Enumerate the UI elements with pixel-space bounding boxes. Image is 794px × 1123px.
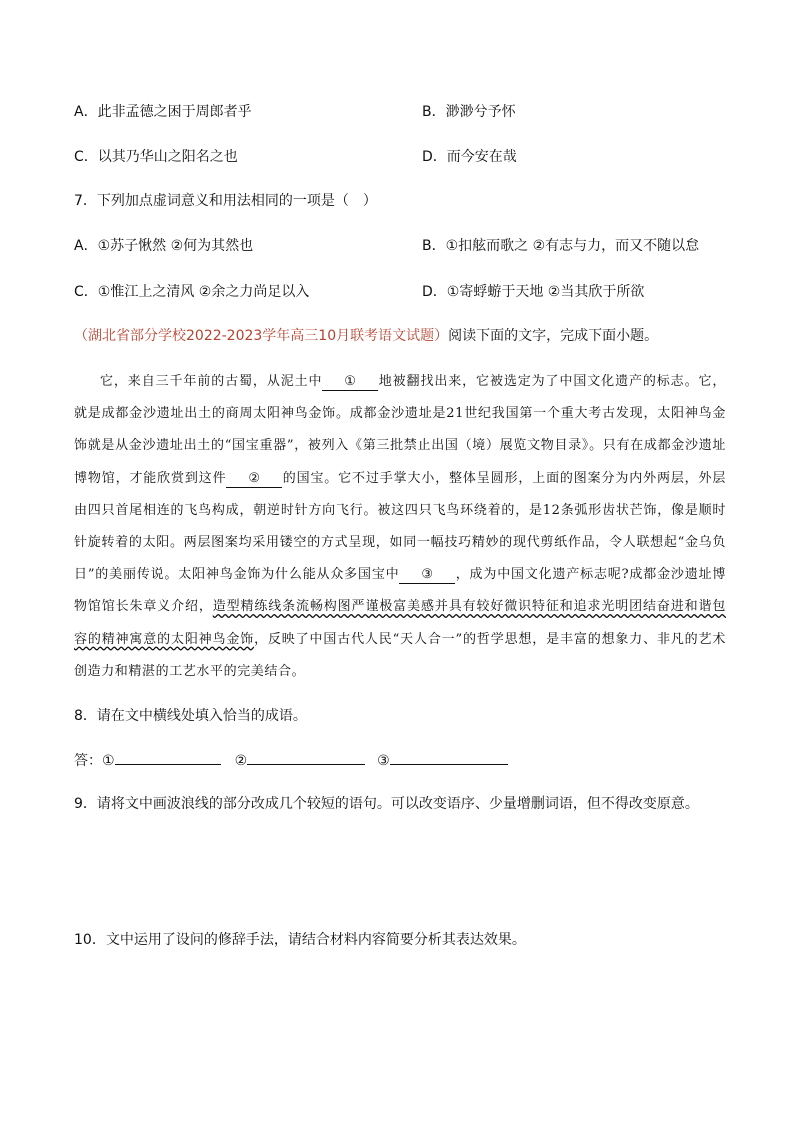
q6-option-b[interactable]: B．渺渺兮予怀 [422,104,516,120]
passage-text-2: 地被翻找出来，它被选定为了中国文化遗产的标志。它，就是成都金沙遗址出土的商周太阳神鸟金饰。成都金沙遗址是21世纪我国第一个重大考古发现，太阳神鸟金饰就是从金沙遗址出土的“国宝重器”，被列入《第三批禁止出国（境）展览文物目录》。只有在成都金沙遗址博物馆，才能欣赏到这件 [74,374,726,486]
q8-answer-row [74,750,508,771]
answer-label: 答： [74,753,102,769]
q10-stem: 10．文中运用了设问的修辞手法，请结合材料内容简要分析其表达效果。 [74,932,526,948]
q8-stem: 8．请在文中横线处填入恰当的成语。 [74,708,307,724]
answer-blank-3[interactable] [390,750,508,765]
passage-blank-3[interactable]: ③ [399,567,455,584]
answer-mark-3: ③ [377,753,390,769]
passage-text-3: 的国宝。它不过手掌大小，整体呈圆形，上面的图案分为内外两层，外层由四只首尾相连的飞鸟构成，朝逆时针方向飞行。被这四只飞鸟环绕着的，是12条弧形齿状芒饰，像是顺时针旋转着的太阳。两层图案均采用镂空的方式呈现，如同一幅技巧精妙的现代剪纸作品，令人联想起“金乌负日”的美丽传说。太阳神鸟金饰为什么能从众多国宝中 [74,470,726,583]
passage-instruction: 阅读下面的文字，完成下面小题。 [448,328,659,344]
q6-option-row-1 [74,102,516,122]
q7-option-c[interactable]: C．①惟江上之清风 ②余之力尚足以入 [74,284,310,300]
q6-option-c[interactable]: C．以其乃华山之阳名之也 [74,149,238,165]
q7-option-d[interactable]: D．①寄蜉蝣于天地 ②当其欣于所欲 [422,284,645,300]
passage-text-1: 它，来自三千年前的古蜀，从泥土中 [100,374,323,389]
passage-text-5: ，反映了中国古代人民“天人合一”的哲学思想，是丰富的想象力、非凡的艺术创造力和精湛的工艺水平的完美结合。 [74,631,726,679]
answer-mark-2: ② [234,753,248,769]
q9-stem: 9．请将文中画波浪线的部分改成几个较短的语句。可以改变语序、少量增删词语，但不得改变原意。 [74,796,699,812]
answer-mark-1: ① [102,753,115,769]
q6-option-d[interactable]: D．而今安在哉 [422,149,517,165]
passage-text-4: ，成为中国文化遗产标志呢?成都金沙遗址博物馆馆长朱章义介绍， [74,567,726,615]
answer-blank-1[interactable] [115,750,221,765]
source-label: （湖北省部分学校2022-2023学年高三10月联考语文试题） [74,328,449,344]
q6-option-row-2 [74,147,517,167]
passage-intro [74,326,658,346]
reading-passage [74,366,726,688]
q7-option-row-2 [74,282,645,302]
answer-blank-2[interactable] [247,750,365,765]
q6-option-a[interactable]: A．此非孟德之困于周郎者乎 [74,104,252,120]
passage-blank-1[interactable]: ① [322,374,378,391]
q7-option-b[interactable]: B．①扣舷而歌之 ②有志与力，而又不随以怠 [422,238,700,254]
q7-stem: 7．下列加点虚词意义和用法相同的一项是（ ） [74,193,377,209]
q7-option-row-1 [74,236,700,256]
wavy-underlined-sentence: 造型精练线条流畅构图严谨极富美感并具有较好微识特征和追求光明团结奋进和谐包容的精神寓意的太阳神鸟金饰 [74,599,726,647]
q7-option-a[interactable]: A．①苏子愀然 ②何为其然也 [74,238,254,254]
passage-blank-2[interactable]: ② [226,471,282,488]
